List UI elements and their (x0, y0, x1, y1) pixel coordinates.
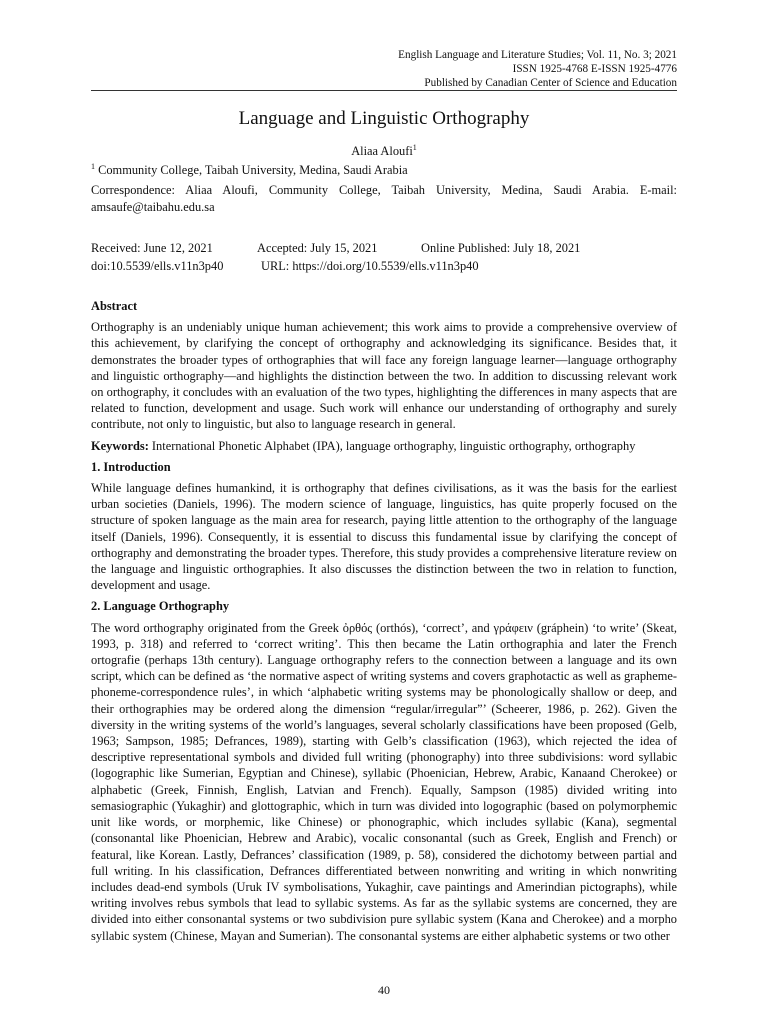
affiliation-text: Community College, Taibah University, Medina, Saudi Arabia (95, 163, 408, 177)
journal-issn: ISSN 1925-4768 E-ISSN 1925-4776 (512, 63, 677, 75)
section-text-introduction: While language defines humankind, it is orthography that defines civilisations, as it was the basis for the earliest urban societies (Daniels, 1996). The modern science of language, linguistics, has quite properly focused on the structure of spoken language as the main area for research, paying little attention to the orthography of the language itself (Daniels, 1996). Consequently, it is essential to discuss this fundamental issue by clarifying the concept of orthography and demonstrating the broader types. Therefore, this study provides a comprehensive literature review on the language and linguistic orthographies. It also discusses the distinction between the two in relation to function, development and usage. (91, 481, 677, 593)
paper-body (91, 298, 677, 949)
correspondence: Correspondence: Aliaa Aloufi, Community College, Taibah University, Medina, Saudi Arabia. E-mail: amsaufe@taibahu.edu.sa (91, 183, 677, 214)
affiliation-marker: 1 (91, 161, 95, 171)
doi: doi:10.5539/ells.v11n3p40 (91, 259, 224, 273)
abstract-heading: Abstract (91, 299, 138, 313)
keywords-text: International Phonetic Alphabet (IPA), language orthography, linguistic orthography, orthography (148, 438, 636, 453)
published-date: Online Published: July 18, 2021 (421, 241, 581, 255)
doi-url[interactable]: URL: https://doi.org/10.5539/ells.v11n3p40 (261, 259, 479, 273)
author-line (91, 143, 677, 159)
journal-header (91, 48, 677, 90)
page-number: 40 (378, 983, 390, 997)
abstract-text: Orthography is an undeniably unique human achievement; this work aims to provide a comprehensive overview of this achievement, by clarifying the concept of orthography and acknowledging its significance. Besides that, it demonstrates the broader types of orthographies that will face any foreign language learner—language orthography and linguistic orthography—and highlights the distinction between the two. In addition to discussing relevant work on orthography, it concludes with an evaluation of the two types, highlighting the differences in many aspects that are related to function, development and usage. Such work will enhance our understanding of orthography and surely contribute, not only to linguistic, but also to language research in general. (91, 320, 677, 432)
keywords (91, 438, 677, 454)
section-heading-introduction: 1. Introduction (91, 459, 171, 474)
keywords-label: Keywords: (91, 438, 149, 453)
paper-title: Language and Linguistic Orthography (238, 108, 530, 129)
received-date: Received: June 12, 2021 (91, 241, 213, 255)
affiliation (91, 162, 677, 178)
publication-dates (91, 239, 677, 275)
author-affiliation-marker: 1 (412, 142, 417, 152)
journal-citation: English Language and Literature Studies; Vol. 11, No. 3; 2021 (398, 49, 677, 61)
section-heading-language-orthography: 2. Language Orthography (91, 599, 230, 614)
author-name: Aliaa Aloufi (351, 144, 413, 158)
section-text-language-orthography: The word orthography originated from the Greek ὀρθός (orthós), ‘correct’, and γράφειν (gráphein) ‘to write’ (Skeat, 1993, p. 318) and referred to ‘correct writing’. This then became the Latin orthographia and later the French ortografie (perhaps 13th century). Language orthography refers to the connection between a language and its own script, which can be defined as ‘the normative aspect of writing systems and covers graphotactic as well as grapheme-phoneme-correspondence rules’, in which ‘alphabetic writing systems may be phonologically shallow or deep, and their orthographies may be ordered along the dimension “regular/irregular”’ (Scheerer, 1986, p. 262). Given the diversity in the writing systems of the world’s languages, several scholarly classifications have been proposed (Gelb, 1963; Sampson, 1985; Defrances, 1989), starting with Gelb’s classification (1963), which rejected the idea of descriptive representational symbols and divided full writing (phonography) into three subdivisions: word syllabic (logographic like Sumerian, Egyptian and Chinese), syllabic (Phoenician, Hebrew, Arabic, Kanaand Cherokee) or alphabetic (Greek, Finnish, English, Latvian and French). Equally, Sampson (1985) divided writing into semasiographic (Yukaghir) and glottographic, which in turn was divided into logographic (based on polymorphemic unit like words, or morphemic, like Chinese) or phonographic, which includes syllabic (Kana), segmental (consonantal like Phoenician, Hebrew and Arabic), vocalic consonantal (such as Greek, English and French) or featural, like Korean. Lastly, Defrances’ classification (1989, p. 58), considered the dichotomy between partial and full writing. In his classification, Defrances differentiated between nonwriting and writing in which nonwriting includes dead-end symbols (Uruk IV symbolisations, Yukaghir, cave paintings and Amerindian pictographs), while writing involves rebus symbols that lead to syllabic systems. As far as the syllabic systems are concerned, they are divided into either consonantal systems or two subdivision pure syllabic system (Kana and Cherokee) and a morpho syllabic system (Chinese, Mayan and Sumerian). The consonantal systems are either alphabetic systems or two other (91, 620, 677, 943)
header-divider (91, 90, 677, 91)
journal-publisher: Published by Canadian Center of Science and Education (424, 77, 677, 89)
accepted-date: Accepted: July 15, 2021 (257, 241, 378, 255)
